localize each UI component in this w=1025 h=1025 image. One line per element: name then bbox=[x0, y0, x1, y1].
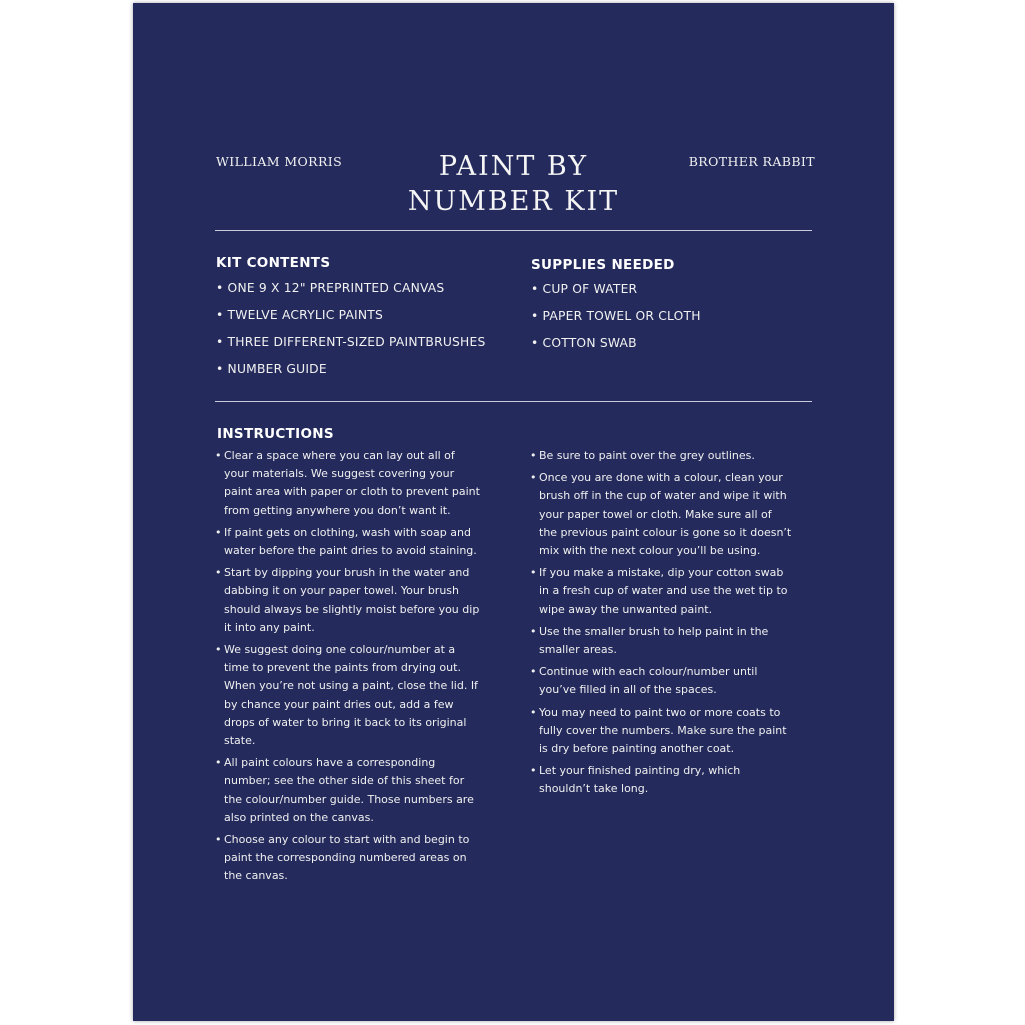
instruction-item: • We suggest doing one colour/number at a time to prevent the paints from drying out. When you’re not using a paint, close the lid. If by chance your paint dries out, add a few drops of water to bring it back to its original state. bbox=[215, 643, 478, 748]
list-item: • TWELVE ACRYLIC PAINTS bbox=[216, 308, 383, 322]
instruction-item: • If paint gets on clothing, wash with soap and water before the paint dries to avoid staining. bbox=[215, 525, 477, 558]
kit-contents-heading: KIT CONTENTS bbox=[216, 255, 331, 271]
instruction-item: • Start by dipping your brush in the water and dabbing it on your paper towel. Your brush should always be slightly moist before you dip it into any paint. bbox=[215, 566, 480, 634]
artwork-label: BROTHER RABBIT bbox=[688, 154, 815, 169]
instruction-item: • Clear a space where you can lay out all of your materials. We suggest covering your paint area with paper or cloth to prevent paint from getting anywhere you don’t want it. bbox=[215, 449, 480, 517]
instruction-item: • Let your finished painting dry, which shouldn’t take long. bbox=[530, 764, 741, 796]
title-line-2: NUMBER KIT bbox=[407, 186, 620, 218]
instruction-item: • Be sure to paint over the grey outlines. bbox=[530, 449, 755, 462]
instruction-item: • Once you are done with a colour, clean your brush off in the cup of water and wipe it with your paper towel or cloth. Make sure all of the previous paint colour is gone so it doesn’t mix with the next colour you’ll be using. bbox=[530, 471, 792, 558]
instructions-right-column bbox=[530, 447, 792, 803]
list-item: • THREE DIFFERENT-SIZED PAINTBRUSHES bbox=[216, 335, 486, 349]
divider bbox=[215, 230, 812, 231]
brand-label: WILLIAM MORRIS bbox=[216, 154, 343, 169]
kit-contents-list bbox=[216, 281, 485, 389]
list-item: • CUP OF WATER bbox=[531, 282, 638, 296]
instruction-sheet bbox=[133, 3, 894, 1021]
instructions-heading: INSTRUCTIONS bbox=[217, 426, 334, 442]
title-line-1: PAINT BY bbox=[438, 151, 589, 183]
list-item: • ONE 9 X 12" PREPRINTED CANVAS bbox=[216, 281, 445, 295]
list-item: • COTTON SWAB bbox=[531, 336, 637, 350]
instruction-item: • Continue with each colour/number until you’ve filled in all of the spaces. bbox=[530, 665, 758, 697]
list-item: • PAPER TOWEL OR CLOTH bbox=[531, 309, 701, 323]
instruction-item: • You may need to paint two or more coats to fully cover the numbers. Make sure the paint is dry before painting another coat. bbox=[530, 705, 787, 756]
instruction-item: • If you make a mistake, dip your cotton swab in a fresh cup of water and use the wet tip to wipe away the unwanted paint. bbox=[530, 566, 788, 616]
supplies-heading: SUPPLIES NEEDED bbox=[531, 257, 675, 273]
list-item: • NUMBER GUIDE bbox=[216, 362, 327, 376]
instruction-item: • All paint colours have a corresponding number; see the other side of this sheet for the colour/number guide. Those numbers are also printed on the canvas. bbox=[215, 756, 474, 824]
supplies-list bbox=[531, 282, 701, 363]
divider bbox=[215, 401, 812, 402]
instructions-left-column bbox=[215, 447, 480, 890]
instruction-item: • Choose any colour to start with and begin to paint the corresponding numbered areas on the canvas. bbox=[215, 833, 470, 883]
instruction-item: • Use the smaller brush to help paint in the smaller areas. bbox=[530, 624, 769, 657]
